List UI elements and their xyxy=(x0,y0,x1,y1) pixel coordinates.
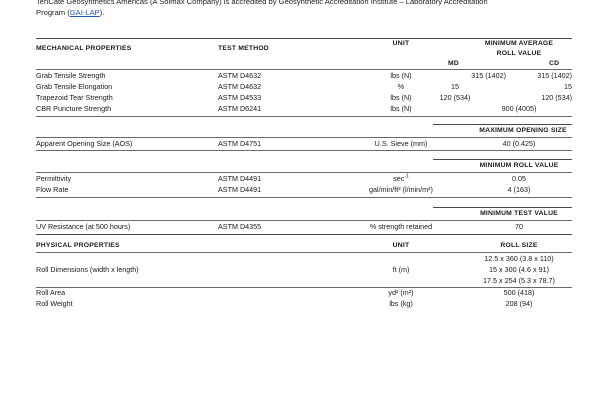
test-method: ASTM D4355 xyxy=(218,222,262,231)
value: 40 (0.425) xyxy=(502,139,536,148)
unit: $\sec^{-1}$ xyxy=(393,173,409,183)
test-method: ASTM D4632 xyxy=(218,82,262,91)
table-row xyxy=(36,299,572,309)
intro-line-1: TenCate Geosynthetics Americas (A Solmax Company) is accredited by Geosynthetic Accreditation Institute – Laboratory Accreditation xyxy=(36,0,488,6)
unit: gal/min/ft² (l/min/m²) xyxy=(369,185,433,194)
rule xyxy=(36,172,572,173)
value: 70 xyxy=(515,222,523,231)
test-method: ASTM D4491 xyxy=(218,174,262,183)
rule xyxy=(433,207,572,208)
rule xyxy=(36,137,572,138)
md-value: 315 (1402) xyxy=(471,71,506,80)
table-row xyxy=(36,174,572,184)
cd-value: 15 xyxy=(564,82,572,91)
intro-text xyxy=(36,0,576,18)
property-name: CBR Puncture Strength xyxy=(36,104,112,113)
unit: % strength retained xyxy=(369,222,433,231)
table-row xyxy=(36,82,572,92)
rule xyxy=(36,234,572,235)
property-name: Permittivity xyxy=(36,174,72,183)
value: 500 (418) xyxy=(503,288,535,297)
test-method: ASTM D4632 xyxy=(218,71,262,80)
value: 4 (163) xyxy=(507,185,531,194)
col-unit-header: UNIT xyxy=(392,40,410,47)
mechanical-header-row-2 xyxy=(36,49,572,59)
table-row xyxy=(36,265,572,275)
unit: ft (m) xyxy=(392,265,410,274)
property-name: Roll Weight xyxy=(36,299,73,308)
roll-size-header: ROLL SIZE xyxy=(500,242,538,249)
value: 0.05 xyxy=(512,174,526,183)
roll-size-value: 12.5 x 360 (3.8 x 110) xyxy=(484,254,554,263)
md-header: MD xyxy=(448,60,459,67)
test-method: ASTM D4491 xyxy=(218,185,262,194)
property-name: UV Resistance (at 500 hours) xyxy=(36,222,131,231)
table-row xyxy=(36,93,572,103)
md-value: 15 xyxy=(451,82,459,91)
table-row xyxy=(36,71,572,81)
value: 208 (94) xyxy=(505,299,533,308)
unit: lbs (N) xyxy=(390,104,412,113)
value-header-line2: ROLL VALUE xyxy=(496,50,542,57)
md-value: 120 (534) xyxy=(439,93,471,102)
roll-size-row xyxy=(36,254,572,264)
roll-size-row xyxy=(36,276,572,286)
test-method: ASTM D4533 xyxy=(218,93,262,102)
property-name: Trapezoid Tear Strength xyxy=(36,93,113,102)
roll-size-value: 17.5 x 254 (5.3 x 78.7) xyxy=(483,276,555,285)
table-row xyxy=(36,185,572,195)
test-method: ASTM D6241 xyxy=(218,104,262,113)
rule xyxy=(36,69,572,70)
rule xyxy=(433,159,572,160)
property-name: Grab Tensile Elongation xyxy=(36,82,113,91)
cd-value: 315 (1402) xyxy=(537,71,572,80)
property-name: Roll Dimensions (width x length) xyxy=(36,265,139,274)
unit: lbs (kg) xyxy=(389,299,413,308)
table-row xyxy=(36,222,572,232)
mechanical-header-row-3 xyxy=(36,59,572,69)
unit: lbs (N) xyxy=(390,93,412,102)
physical-header-row xyxy=(36,241,572,251)
unit: lbs (N) xyxy=(390,71,412,80)
uv-header-row xyxy=(36,209,572,219)
table-row xyxy=(36,139,572,149)
value: 900 (4005) xyxy=(501,104,537,113)
property-name: Roll Area xyxy=(36,288,66,297)
opening-header: MAXIMUM OPENING SIZE xyxy=(479,127,567,134)
unit: U.S. Sieve (mm) xyxy=(374,139,428,148)
test-method: ASTM D4751 xyxy=(218,139,262,148)
value-header-line1: MINIMUM AVERAGE xyxy=(484,40,554,47)
col-method-header: TEST METHOD xyxy=(218,45,269,52)
unit: yd² (m²) xyxy=(388,288,414,297)
rule xyxy=(36,116,572,117)
rule xyxy=(36,150,572,151)
rule xyxy=(36,252,572,253)
table-row xyxy=(36,288,572,298)
physical-header: PHYSICAL PROPERTIES xyxy=(36,242,120,249)
rule xyxy=(36,220,572,221)
uv-header: MINIMUM TEST VALUE xyxy=(480,210,558,217)
property-name: Flow Rate xyxy=(36,185,69,194)
cd-value: 120 (534) xyxy=(541,93,572,102)
intro-line-2: Program (GAI-LAP). xyxy=(36,8,105,17)
property-name: Apparent Opening Size (AOS) xyxy=(36,139,133,148)
unit: % xyxy=(397,82,405,91)
table-row xyxy=(36,104,572,114)
col-property-header: MECHANICAL PROPERTIES xyxy=(36,45,132,52)
opening-header-row xyxy=(36,126,572,136)
gai-lap-link[interactable]: GAI-LAP xyxy=(69,8,100,17)
rule xyxy=(433,124,572,125)
rule xyxy=(36,197,572,198)
unit-header: UNIT xyxy=(392,242,410,249)
roll-size-value: 15 x 300 (4.6 x 91) xyxy=(489,265,549,274)
property-name: Grab Tensile Strength xyxy=(36,71,106,80)
hydraulic-header-row xyxy=(36,161,572,171)
cd-header: CD xyxy=(549,60,560,67)
hydraulic-header: MINIMUM ROLL VALUE xyxy=(479,162,559,169)
